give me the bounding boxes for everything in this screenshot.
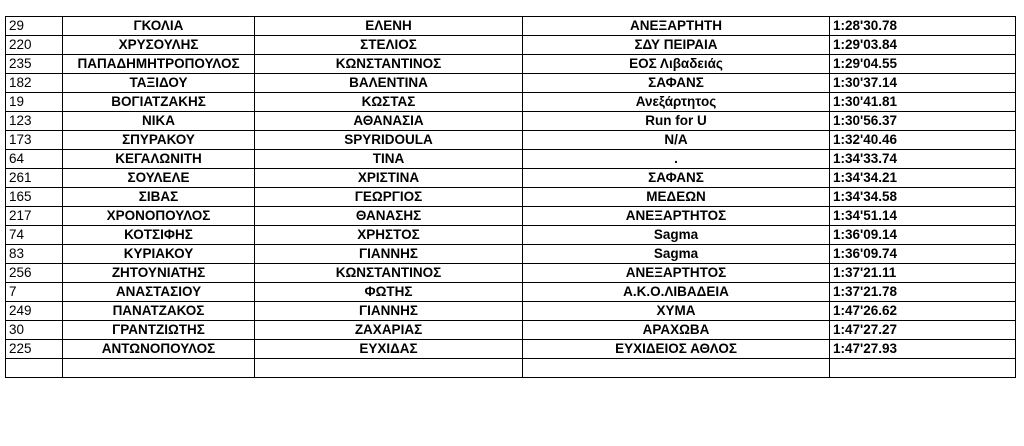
table-row (6, 340, 1016, 359)
finish-time-cell: 1:30'37.14 (830, 74, 1016, 93)
finish-time-cell: 1:47'26.62 (830, 302, 1016, 321)
finish-time-cell: 1:29'04.55 (830, 55, 1016, 74)
surname-cell: ΖΗΤΟΥΝΙΑΤΗΣ (63, 264, 255, 283)
bib-number-cell: 173 (6, 131, 63, 150)
surname-cell: ΚΕΓΑΛΩΝΙΤΗ (63, 150, 255, 169)
results-body (6, 17, 1016, 378)
bib-number-cell: 7 (6, 283, 63, 302)
finish-time-cell: 1:37'21.11 (830, 264, 1016, 283)
surname-cell: ΣΠΥΡΑΚΟΥ (63, 131, 255, 150)
finish-time-cell: 1:34'51.14 (830, 207, 1016, 226)
club-cell: ΧΥΜΑ (523, 302, 830, 321)
empty-cell (63, 359, 255, 378)
table-row (6, 36, 1016, 55)
first-name-cell: ΣΤΕΛΙΟΣ (255, 36, 523, 55)
surname-cell: ΓΚΟΛΙΑ (63, 17, 255, 36)
table-row (6, 74, 1016, 93)
bib-number-cell: 123 (6, 112, 63, 131)
first-name-cell: ΕΥΧΙΔΑΣ (255, 340, 523, 359)
empty-cell (255, 359, 523, 378)
table-row (6, 226, 1016, 245)
table-row (6, 188, 1016, 207)
first-name-cell: ΤΙΝΑ (255, 150, 523, 169)
table-row (6, 131, 1016, 150)
first-name-cell: SPYRIDOULA (255, 131, 523, 150)
finish-time-cell: 1:36'09.14 (830, 226, 1016, 245)
table-row (6, 93, 1016, 112)
empty-cell (523, 359, 830, 378)
finish-time-cell: 1:34'33.74 (830, 150, 1016, 169)
club-cell: ΕΟΣ Λιβαδειάς (523, 55, 830, 74)
club-cell: ΑΝΕΞΑΡΤΗΤΟΣ (523, 207, 830, 226)
bib-number-cell: 249 (6, 302, 63, 321)
finish-time-cell: 1:37'21.78 (830, 283, 1016, 302)
results-table (5, 16, 1016, 378)
club-cell: ΕΥΧΙΔΕΙΟΣ ΑΘΛΟΣ (523, 340, 830, 359)
first-name-cell: ΚΩΝΣΤΑΝΤΙΝΟΣ (255, 264, 523, 283)
club-cell: . (523, 150, 830, 169)
surname-cell: ΧΡΟΝΟΠΟΥΛΟΣ (63, 207, 255, 226)
surname-cell: ΣΙΒΑΣ (63, 188, 255, 207)
club-cell: ΑΝΕΞΑΡΤΗΤΗ (523, 17, 830, 36)
surname-cell: ΣΟΥΛΕΛΕ (63, 169, 255, 188)
finish-time-cell: 1:34'34.58 (830, 188, 1016, 207)
club-cell: ΣΔΥ ΠΕΙΡΑΙΑ (523, 36, 830, 55)
club-cell: ΑΡΑΧΩΒΑ (523, 321, 830, 340)
surname-cell: ΒΟΓΙΑΤΖΑΚΗΣ (63, 93, 255, 112)
table-row (6, 283, 1016, 302)
first-name-cell: ΘΑΝΑΣΗΣ (255, 207, 523, 226)
surname-cell: ΝΙΚΑ (63, 112, 255, 131)
club-cell: Sagma (523, 245, 830, 264)
empty-cell (6, 359, 63, 378)
first-name-cell: ΧΡΗΣΤΟΣ (255, 226, 523, 245)
surname-cell: ΠΑΠΑΔΗΜΗΤΡΟΠΟΥΛΟΣ (63, 55, 255, 74)
first-name-cell: ΑΘΑΝΑΣΙΑ (255, 112, 523, 131)
bib-number-cell: 74 (6, 226, 63, 245)
club-cell: ΜΕΔΕΩΝ (523, 188, 830, 207)
finish-time-cell: 1:47'27.93 (830, 340, 1016, 359)
first-name-cell: ΚΩΣΤΑΣ (255, 93, 523, 112)
club-cell: Run for U (523, 112, 830, 131)
surname-cell: ΠΑΝΑΤΖΑΚΟΣ (63, 302, 255, 321)
first-name-cell: ΓΕΩΡΓΙΟΣ (255, 188, 523, 207)
bib-number-cell: 64 (6, 150, 63, 169)
surname-cell: ΑΝΤΩΝΟΠΟΥΛΟΣ (63, 340, 255, 359)
surname-cell: ΤΑΞΙΔΟΥ (63, 74, 255, 93)
first-name-cell: ΕΛΕΝΗ (255, 17, 523, 36)
bib-number-cell: 29 (6, 17, 63, 36)
surname-cell: ΧΡΥΣΟΥΛΗΣ (63, 36, 255, 55)
table-row (6, 207, 1016, 226)
table-row (6, 169, 1016, 188)
empty-cell (830, 359, 1016, 378)
bib-number-cell: 256 (6, 264, 63, 283)
table-row (6, 17, 1016, 36)
table-row (6, 302, 1016, 321)
club-cell: ΣΑΦΑΝΣ (523, 74, 830, 93)
finish-time-cell: 1:34'34.21 (830, 169, 1016, 188)
bib-number-cell: 220 (6, 36, 63, 55)
table-row (6, 150, 1016, 169)
first-name-cell: ΓΙΑΝΝΗΣ (255, 245, 523, 264)
surname-cell: ΓΡΑΝΤΖΙΩΤΗΣ (63, 321, 255, 340)
finish-time-cell: 1:36'09.74 (830, 245, 1016, 264)
bib-number-cell: 225 (6, 340, 63, 359)
bib-number-cell: 30 (6, 321, 63, 340)
surname-cell: ΚΥΡΙΑΚΟΥ (63, 245, 255, 264)
finish-time-cell: 1:29'03.84 (830, 36, 1016, 55)
bib-number-cell: 182 (6, 74, 63, 93)
club-cell: ΑΝΕΞΑΡΤΗΤΟΣ (523, 264, 830, 283)
bib-number-cell: 235 (6, 55, 63, 74)
first-name-cell: ΒΑΛΕΝΤΙΝΑ (255, 74, 523, 93)
table-row (6, 264, 1016, 283)
first-name-cell: ΓΙΑΝΝΗΣ (255, 302, 523, 321)
club-cell: Α.Κ.Ο.ΛΙΒΑΔΕΙΑ (523, 283, 830, 302)
club-cell: Sagma (523, 226, 830, 245)
club-cell: N/A (523, 131, 830, 150)
finish-time-cell: 1:30'41.81 (830, 93, 1016, 112)
finish-time-cell: 1:28'30.78 (830, 17, 1016, 36)
finish-time-cell: 1:47'27.27 (830, 321, 1016, 340)
bib-number-cell: 217 (6, 207, 63, 226)
finish-time-cell: 1:32'40.46 (830, 131, 1016, 150)
table-row (6, 55, 1016, 74)
surname-cell: ΚΟΤΣΙΦΗΣ (63, 226, 255, 245)
first-name-cell: ΖΑΧΑΡΙΑΣ (255, 321, 523, 340)
finish-time-cell: 1:30'56.37 (830, 112, 1016, 131)
bib-number-cell: 19 (6, 93, 63, 112)
empty-table-row (6, 359, 1016, 378)
bib-number-cell: 83 (6, 245, 63, 264)
first-name-cell: ΚΩΝΣΤΑΝΤΙΝΟΣ (255, 55, 523, 74)
table-row (6, 321, 1016, 340)
club-cell: Ανεξάρτητος (523, 93, 830, 112)
first-name-cell: ΦΩΤΗΣ (255, 283, 523, 302)
table-row (6, 245, 1016, 264)
surname-cell: ΑΝΑΣΤΑΣΙΟΥ (63, 283, 255, 302)
first-name-cell: ΧΡΙΣΤΙΝΑ (255, 169, 523, 188)
bib-number-cell: 261 (6, 169, 63, 188)
club-cell: ΣΑΦΑΝΣ (523, 169, 830, 188)
bib-number-cell: 165 (6, 188, 63, 207)
table-row (6, 112, 1016, 131)
